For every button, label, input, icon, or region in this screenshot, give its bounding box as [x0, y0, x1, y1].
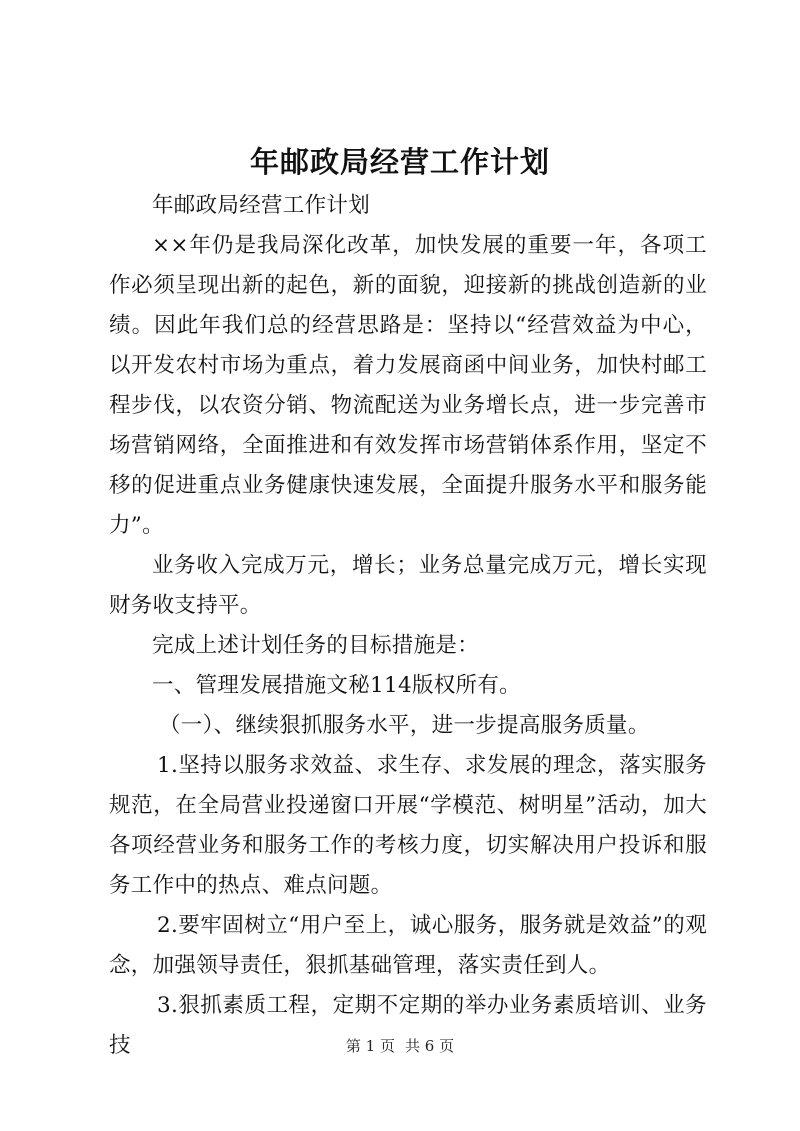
paragraph-subtitle: 年邮政局经营工作计划	[152, 193, 371, 218]
list-item-1: 1.坚持以服务求效益、求生存、求发展的理念，落实服务规范，在全局营业投递窗口开展“学模范、树明星”活动，加大各项经营业务和服务工作的考核力度，切实解决用户投诉和服务工作中的热点、难点问题。	[109, 753, 707, 898]
list-item-3: 3.狠抓素质工程，定期不定期的举办业务素质培训、业务技	[109, 993, 707, 1058]
page-footer	[0, 1036, 800, 1056]
document-body	[109, 186, 707, 1066]
subsection-heading-service: （一）、继续狠抓服务水平，进一步提高服务质量。	[159, 713, 650, 738]
page-total: 共 6 页	[405, 1037, 455, 1055]
paragraph-overview: ××年仍是我局深化改革，加快发展的重要一年，各项工作必须呈现出新的起色，新的面貌，迎接新的挑战创造新的业绩。因此年我们总的经营思路是：坚持以“经营效益为中心，以开发农村市场为重点，着力发展商函中间业务，加快村邮工程步伐，以农资分销、物流配送为业务增长点，进一步完善市场营销网络，全面推进和有效发挥市场营销体系作用，坚定不移的促进重点业务健康快速发展，全面提升服务水平和服务能力”。	[109, 233, 707, 538]
paragraph-measures-intro: 完成上述计划任务的目标措施是：	[152, 633, 480, 658]
paragraph-targets: 业务收入完成万元，增长；业务总量完成万元，增长实现财务收支持平。	[109, 553, 707, 618]
section-heading-management: 一、管理发展措施文秘114版权所有。	[152, 673, 521, 698]
list-item-2: 2.要牢固树立“用户至上，诚心服务，服务就是效益”的观念，加强领导责任，狠抓基础管理，落实责任到人。	[109, 913, 707, 978]
page-number: 第 1 页	[345, 1037, 395, 1055]
document-title: 年邮政局经营工作计划	[249, 145, 550, 179]
